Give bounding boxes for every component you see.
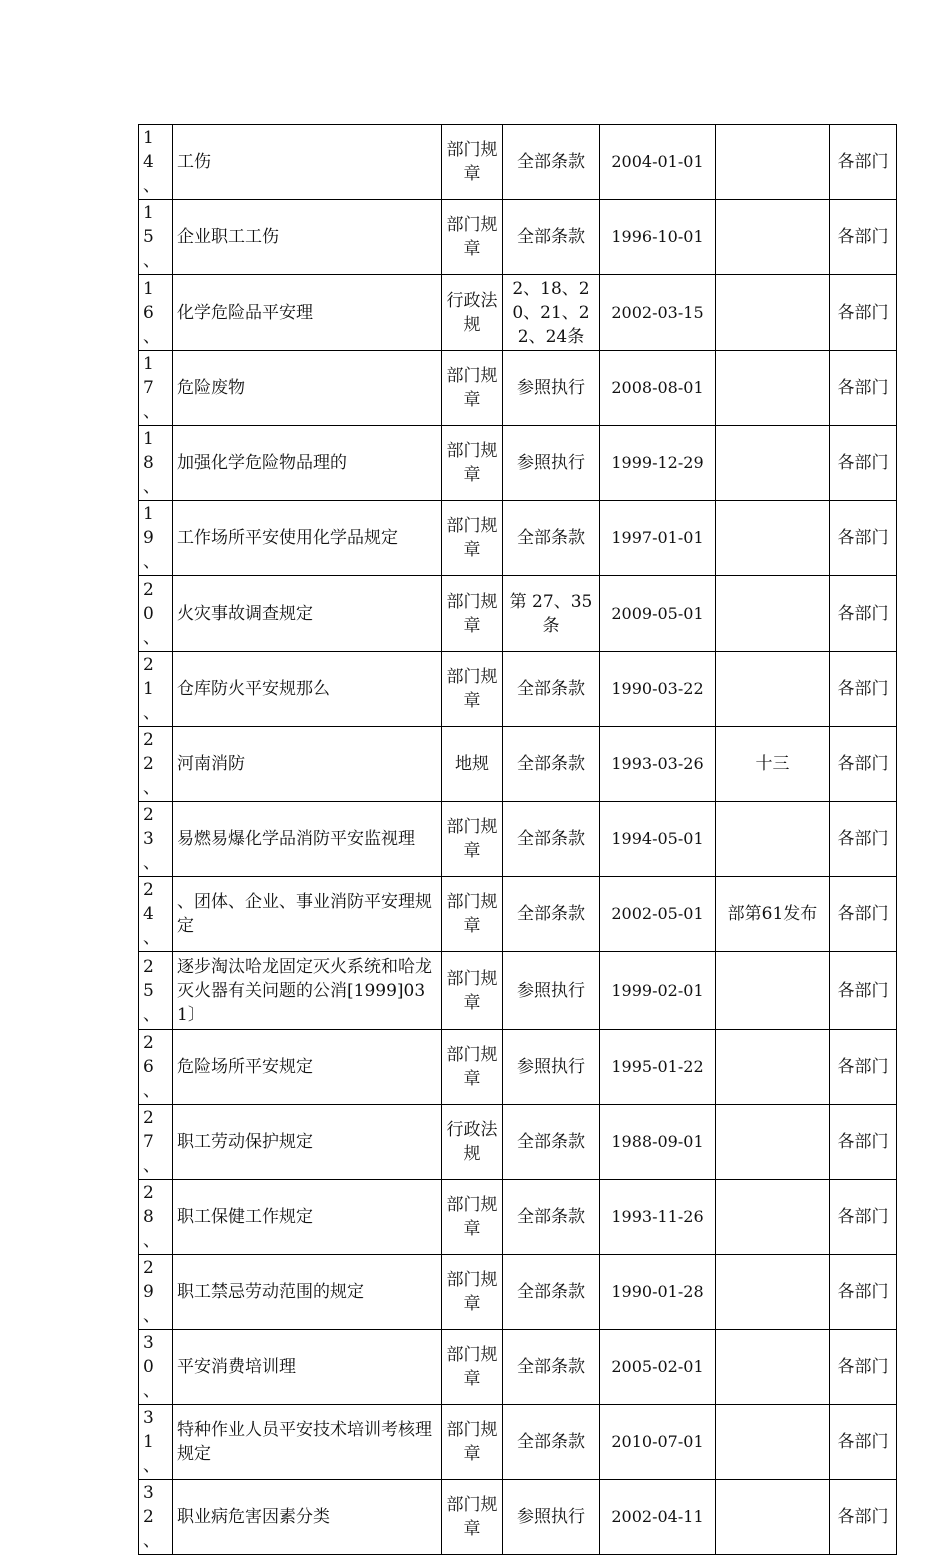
row-number: 17、 bbox=[139, 351, 173, 426]
remark bbox=[716, 1105, 830, 1180]
remark bbox=[716, 1330, 830, 1405]
applicable-clauses: 全部条款 bbox=[503, 501, 600, 576]
applicable-department: 各部门 bbox=[830, 275, 897, 351]
regulation-type: 部门规章 bbox=[442, 576, 503, 652]
effective-date: 2004-01-01 bbox=[600, 125, 716, 200]
effective-date: 1995-01-22 bbox=[600, 1030, 716, 1105]
applicable-clauses: 全部条款 bbox=[503, 200, 600, 275]
row-number: 16、 bbox=[139, 275, 173, 351]
effective-date: 2010-07-01 bbox=[600, 1405, 716, 1480]
row-number: 14、 bbox=[139, 125, 173, 200]
table-row bbox=[139, 727, 897, 802]
regulations-table-body bbox=[139, 125, 897, 1555]
applicable-clauses: 参照执行 bbox=[503, 1480, 600, 1555]
remark bbox=[716, 1255, 830, 1330]
row-number: 28、 bbox=[139, 1180, 173, 1255]
regulation-name: 职工保健工作规定 bbox=[173, 1180, 442, 1255]
row-number: 22、 bbox=[139, 727, 173, 802]
regulation-name: 、团体、企业、事业消防平安理规定 bbox=[173, 877, 442, 952]
regulation-name: 企业职工工伤 bbox=[173, 200, 442, 275]
table-row bbox=[139, 802, 897, 877]
applicable-department: 各部门 bbox=[830, 200, 897, 275]
remark: 十三 bbox=[716, 727, 830, 802]
row-number: 15、 bbox=[139, 200, 173, 275]
applicable-department: 各部门 bbox=[830, 1105, 897, 1180]
table-row bbox=[139, 125, 897, 200]
table-row bbox=[139, 952, 897, 1030]
applicable-department: 各部门 bbox=[830, 576, 897, 652]
table-row bbox=[139, 652, 897, 727]
effective-date: 1993-11-26 bbox=[600, 1180, 716, 1255]
regulation-type: 部门规章 bbox=[442, 1255, 503, 1330]
effective-date: 2008-08-01 bbox=[600, 351, 716, 426]
regulation-type: 部门规章 bbox=[442, 1405, 503, 1480]
table-row bbox=[139, 1255, 897, 1330]
row-number: 27、 bbox=[139, 1105, 173, 1180]
regulation-name: 平安消费培训理 bbox=[173, 1330, 442, 1405]
applicable-clauses: 全部条款 bbox=[503, 1330, 600, 1405]
regulation-type: 部门规章 bbox=[442, 1180, 503, 1255]
remark bbox=[716, 200, 830, 275]
effective-date: 2002-03-15 bbox=[600, 275, 716, 351]
regulation-type: 部门规章 bbox=[442, 125, 503, 200]
row-number: 29、 bbox=[139, 1255, 173, 1330]
applicable-department: 各部门 bbox=[830, 426, 897, 501]
regulation-type: 行政法规 bbox=[442, 1105, 503, 1180]
regulations-table bbox=[138, 124, 897, 1555]
applicable-department: 各部门 bbox=[830, 727, 897, 802]
table-row bbox=[139, 200, 897, 275]
effective-date: 2009-05-01 bbox=[600, 576, 716, 652]
effective-date: 2005-02-01 bbox=[600, 1330, 716, 1405]
regulation-type: 行政法规 bbox=[442, 275, 503, 351]
table-row bbox=[139, 1030, 897, 1105]
effective-date: 1999-12-29 bbox=[600, 426, 716, 501]
applicable-clauses: 参照执行 bbox=[503, 1030, 600, 1105]
regulation-name: 仓库防火平安规那么 bbox=[173, 652, 442, 727]
row-number: 21、 bbox=[139, 652, 173, 727]
table-row bbox=[139, 1480, 897, 1555]
applicable-department: 各部门 bbox=[830, 501, 897, 576]
remark bbox=[716, 275, 830, 351]
effective-date: 1990-01-28 bbox=[600, 1255, 716, 1330]
effective-date: 2002-04-11 bbox=[600, 1480, 716, 1555]
row-number: 20、 bbox=[139, 576, 173, 652]
applicable-department: 各部门 bbox=[830, 1405, 897, 1480]
effective-date: 1994-05-01 bbox=[600, 802, 716, 877]
row-number: 32、 bbox=[139, 1480, 173, 1555]
regulation-type: 部门规章 bbox=[442, 501, 503, 576]
applicable-clauses: 全部条款 bbox=[503, 877, 600, 952]
applicable-department: 各部门 bbox=[830, 1480, 897, 1555]
regulation-name: 逐步淘汰哈龙固定灭火系统和哈龙灭火器有关问题的公消[1999]031〕 bbox=[173, 952, 442, 1030]
remark bbox=[716, 1480, 830, 1555]
applicable-clauses: 参照执行 bbox=[503, 351, 600, 426]
applicable-department: 各部门 bbox=[830, 1255, 897, 1330]
regulation-name: 工作场所平安使用化学品规定 bbox=[173, 501, 442, 576]
table-row bbox=[139, 877, 897, 952]
row-number: 24、 bbox=[139, 877, 173, 952]
applicable-department: 各部门 bbox=[830, 877, 897, 952]
effective-date: 1993-03-26 bbox=[600, 727, 716, 802]
table-row bbox=[139, 1180, 897, 1255]
regulation-name: 职工禁忌劳动范围的规定 bbox=[173, 1255, 442, 1330]
table-row bbox=[139, 1405, 897, 1480]
applicable-department: 各部门 bbox=[830, 652, 897, 727]
regulation-type: 地规 bbox=[442, 727, 503, 802]
remark bbox=[716, 576, 830, 652]
regulation-type: 部门规章 bbox=[442, 200, 503, 275]
remark: 部第61发布 bbox=[716, 877, 830, 952]
regulation-name: 工伤 bbox=[173, 125, 442, 200]
regulation-type: 部门规章 bbox=[442, 351, 503, 426]
regulation-type: 部门规章 bbox=[442, 1030, 503, 1105]
effective-date: 1996-10-01 bbox=[600, 200, 716, 275]
regulation-name: 火灾事故调查规定 bbox=[173, 576, 442, 652]
row-number: 19、 bbox=[139, 501, 173, 576]
table-row bbox=[139, 426, 897, 501]
row-number: 18、 bbox=[139, 426, 173, 501]
remark bbox=[716, 1180, 830, 1255]
applicable-department: 各部门 bbox=[830, 351, 897, 426]
table-row bbox=[139, 275, 897, 351]
regulation-name: 危险场所平安规定 bbox=[173, 1030, 442, 1105]
remark bbox=[716, 426, 830, 501]
remark bbox=[716, 652, 830, 727]
row-number: 30、 bbox=[139, 1330, 173, 1405]
regulation-name: 职工劳动保护规定 bbox=[173, 1105, 442, 1180]
regulation-name: 加强化学危险物品理的 bbox=[173, 426, 442, 501]
applicable-department: 各部门 bbox=[830, 125, 897, 200]
applicable-clauses: 参照执行 bbox=[503, 952, 600, 1030]
remark bbox=[716, 501, 830, 576]
remark bbox=[716, 1405, 830, 1480]
remark bbox=[716, 802, 830, 877]
remark bbox=[716, 125, 830, 200]
applicable-clauses: 2、18、20、21、22、24条 bbox=[503, 275, 600, 351]
regulation-type: 部门规章 bbox=[442, 877, 503, 952]
applicable-clauses: 全部条款 bbox=[503, 727, 600, 802]
regulation-type: 部门规章 bbox=[442, 1480, 503, 1555]
effective-date: 1997-01-01 bbox=[600, 501, 716, 576]
applicable-department: 各部门 bbox=[830, 802, 897, 877]
regulation-name: 河南消防 bbox=[173, 727, 442, 802]
regulation-name: 特种作业人员平安技术培训考核理规定 bbox=[173, 1405, 442, 1480]
applicable-department: 各部门 bbox=[830, 1330, 897, 1405]
regulation-type: 部门规章 bbox=[442, 426, 503, 501]
applicable-clauses: 全部条款 bbox=[503, 1405, 600, 1480]
applicable-department: 各部门 bbox=[830, 1030, 897, 1105]
table-row bbox=[139, 351, 897, 426]
table-row bbox=[139, 1105, 897, 1180]
row-number: 23、 bbox=[139, 802, 173, 877]
applicable-clauses: 全部条款 bbox=[503, 652, 600, 727]
table-row bbox=[139, 1330, 897, 1405]
applicable-clauses: 全部条款 bbox=[503, 802, 600, 877]
applicable-department: 各部门 bbox=[830, 1180, 897, 1255]
applicable-clauses: 全部条款 bbox=[503, 125, 600, 200]
regulation-name: 化学危险品平安理 bbox=[173, 275, 442, 351]
regulation-type: 部门规章 bbox=[442, 652, 503, 727]
remark bbox=[716, 952, 830, 1030]
applicable-department: 各部门 bbox=[830, 952, 897, 1030]
remark bbox=[716, 351, 830, 426]
applicable-clauses: 全部条款 bbox=[503, 1255, 600, 1330]
applicable-clauses: 参照执行 bbox=[503, 426, 600, 501]
regulation-type: 部门规章 bbox=[442, 1330, 503, 1405]
effective-date: 1999-02-01 bbox=[600, 952, 716, 1030]
row-number: 25、 bbox=[139, 952, 173, 1030]
regulation-name: 易燃易爆化学品消防平安监视理 bbox=[173, 802, 442, 877]
table-row bbox=[139, 576, 897, 652]
remark bbox=[716, 1030, 830, 1105]
regulation-name: 职业病危害因素分类 bbox=[173, 1480, 442, 1555]
regulation-type: 部门规章 bbox=[442, 952, 503, 1030]
effective-date: 1990-03-22 bbox=[600, 652, 716, 727]
effective-date: 1988-09-01 bbox=[600, 1105, 716, 1180]
regulation-name: 危险废物 bbox=[173, 351, 442, 426]
row-number: 26、 bbox=[139, 1030, 173, 1105]
table-row bbox=[139, 501, 897, 576]
applicable-clauses: 全部条款 bbox=[503, 1105, 600, 1180]
row-number: 31、 bbox=[139, 1405, 173, 1480]
applicable-clauses: 第 27、35 条 bbox=[503, 576, 600, 652]
effective-date: 2002-05-01 bbox=[600, 877, 716, 952]
applicable-clauses: 全部条款 bbox=[503, 1180, 600, 1255]
regulation-type: 部门规章 bbox=[442, 802, 503, 877]
